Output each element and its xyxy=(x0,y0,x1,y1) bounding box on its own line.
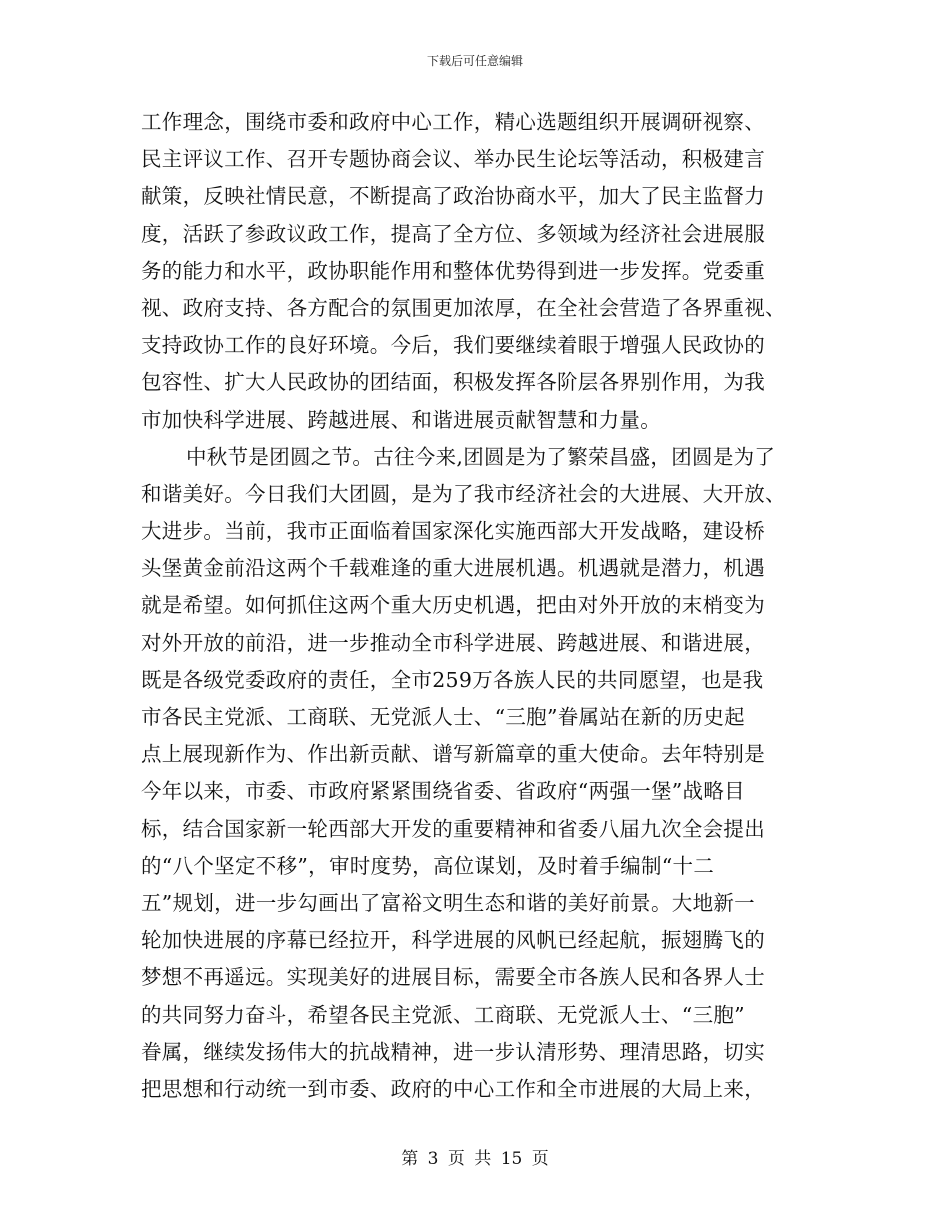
text-line: 对外开放的前沿，进一步推动全市科学进展、跨越进展、和谐进展， xyxy=(141,630,765,655)
text-line: 民主评议工作、召开专题协商会议、举办民生论坛等活动，积极建言 xyxy=(141,147,765,172)
text-line: 市各民主党派、工商联、无党派人士、“三胞”眷属站在新的历史起 xyxy=(141,705,745,729)
text-line: 头堡黄金前沿这两个千载难逢的重大进展机遇。机遇就是潜力，机遇 xyxy=(141,556,765,581)
text-line: 包容性、扩大人民政协的团结面，积极发挥各阶层各界别作用，为我 xyxy=(141,370,765,395)
text-line: 今年以来，市委、市政府紧紧围绕省委、省政府“两强一堡”战略目 xyxy=(141,779,745,804)
text-line: 支持政协工作的良好环境。今后，我们要继续着眼于增强人民政协的 xyxy=(141,333,765,358)
text-line: 轮加快进展的序幕已经拉开，科学进展的风帆已经起航，振翅腾飞的 xyxy=(141,928,765,953)
text-line: 眷属，继续发扬伟大的抗战精神，进一步认清形势、理清思路，切实 xyxy=(141,1039,765,1064)
text-line: 视、政府支持、各方配合的氛围更加浓厚，在全社会营造了各界重视、 xyxy=(141,295,786,320)
text-line: 献策，反映社情民意，不断提高了政治协商水平，加大了民主监督力 xyxy=(141,184,765,209)
text-line: 工作理念，围绕市委和政府中心工作，精心选题组织开展调研视察、 xyxy=(141,110,765,134)
paragraph-2 xyxy=(141,439,813,1108)
text-line: 和谐美好。今日我们大团圆，是为了我市经济社会的大进展、大开放、 xyxy=(141,481,786,506)
text-line: 梦想不再遥远。实现美好的进展目标，需要全市各族人民和各界人士 xyxy=(141,965,765,990)
text-line: 市加快科学进展、跨越进展、和谐进展贡献智慧和力量。 xyxy=(141,407,661,432)
text-line: 五”规划，进一步勾画出了富裕文明生态和谐的美好前景。大地新一 xyxy=(141,890,755,915)
text-line: 就是希望。如何抓住这两个重大历史机遇，把由对外开放的末梢变为 xyxy=(141,593,765,618)
page-number: 第 3 页 共 15 页 xyxy=(401,1149,549,1169)
text-line: 务的能力和水平，政协职能作用和整体优势得到进一步发挥。党委重 xyxy=(141,258,765,283)
text-line: 既是各级党委政府的责任，全市259万各族人民的共同愿望，也是我 xyxy=(141,667,764,692)
text-line: 度，活跃了参政议政工作，提高了全方位、多领域为经济社会进展服 xyxy=(141,221,765,246)
text-line: 把思想和行动统一到市委、政府的中心工作和全市进展的大局上来， xyxy=(141,1076,765,1101)
document-body xyxy=(141,104,813,1108)
text-line: 的共同努力奋斗，希望各民主党派、工商联、无党派人士、“三胞” xyxy=(141,1002,745,1027)
text-line: 点上展现新作为、作出新贡献、谱写新篇章的重大使命。去年特别是 xyxy=(141,742,765,767)
text-line: 中秋节是团圆之节。古往今来,团圆是为了繁荣昌盛，团圆是为了 xyxy=(186,444,776,469)
page-header: 下载后可任意编辑 xyxy=(426,54,523,68)
text-line: 标，结合国家新一轮西部大开发的重要精神和省委八届九次全会提出 xyxy=(141,816,765,841)
text-line: 大进步。当前，我市正面临着国家深化实施西部大开发战略，建设桥 xyxy=(141,519,765,544)
text-line: 的“八个坚定不移”，审时度势，高位谋划，及时着手编制“十二 xyxy=(141,853,715,878)
paragraph-1 xyxy=(141,104,813,439)
